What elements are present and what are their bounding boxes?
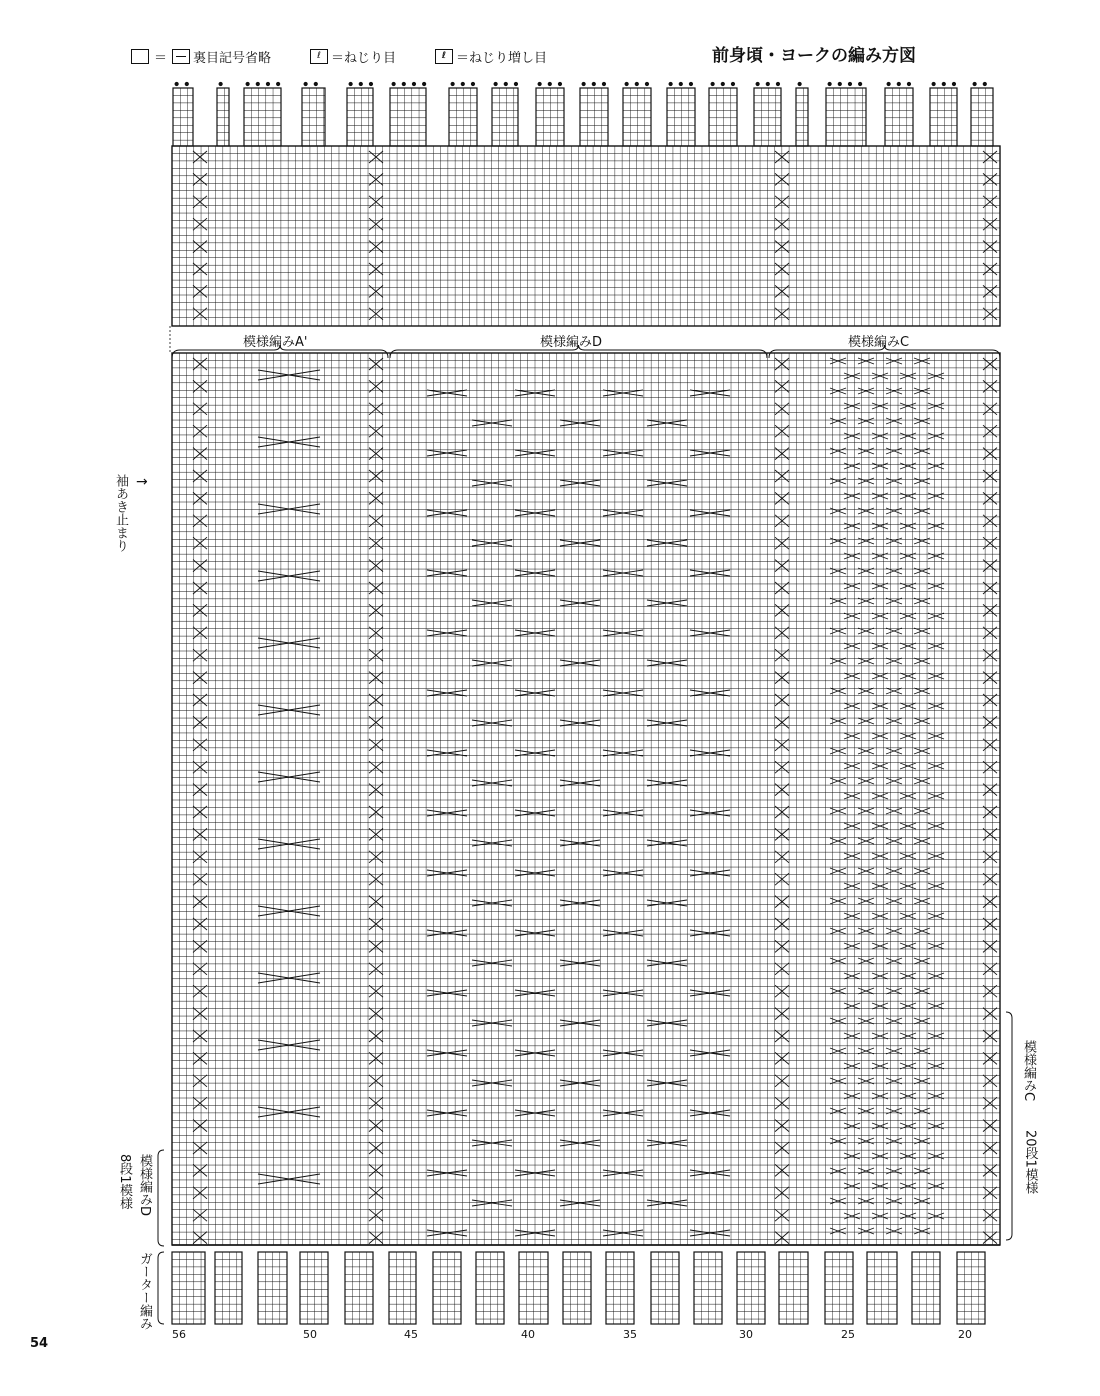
yoke-decrease-column [173,88,193,146]
bind-off-dot [679,82,683,86]
page-number: 54 [30,1336,49,1351]
bind-off-dot [349,82,353,86]
bind-off-dot [246,82,250,86]
bind-off-dot [942,82,946,86]
twisted-increase-icon: ℓ [435,49,453,64]
garter-column [172,1252,205,1324]
yoke-decrease-column [536,88,564,146]
bind-off-dot [471,82,475,86]
garter-bracket [158,1252,164,1324]
axis-number-56: 56 [172,1328,186,1341]
axis-number-50: 50 [303,1328,317,1341]
bind-off-dot [538,82,542,86]
garter-column [606,1252,634,1324]
bind-off-dot [266,82,270,86]
yoke-decrease-column [623,88,651,146]
bind-off-dot [983,82,987,86]
bind-off-dot [907,82,911,86]
yoke-decrease-column [217,88,229,146]
yoke-decrease-column [667,88,695,146]
bind-off-dot [645,82,649,86]
bind-off-dot [461,82,465,86]
bind-off-dot [494,82,498,86]
bind-off-dot [828,82,832,86]
bind-off-dot [304,82,308,86]
garter-column [912,1252,940,1324]
bind-off-dot [451,82,455,86]
bind-off-dot [848,82,852,86]
yoke-decrease-column [826,88,866,146]
bind-off-dot [731,82,735,86]
axis-number-30: 30 [739,1328,753,1341]
legend-purl-text: 裏目記号省略 [193,50,272,66]
bind-off-dot [689,82,693,86]
garter-column [389,1252,416,1324]
legend-purl-omitted: ＝ 裏目記号省略 [128,47,271,66]
sleeve-arrow-icon: → [136,474,148,490]
pattern-d-bracket [158,1150,164,1246]
yoke-decrease-column [244,88,281,146]
bind-off-dot [973,82,977,86]
twisted-stitch-icon: ℓ [310,49,328,64]
bind-off-dot [858,82,862,86]
yoke-decrease-column [754,88,781,146]
bind-off-dot [669,82,673,86]
bind-off-dot [582,82,586,86]
bind-off-dot [625,82,629,86]
yoke-decrease-column [580,88,608,146]
axis-number-20: 20 [958,1328,972,1341]
yoke-decrease-column [492,88,518,146]
bind-off-dot [392,82,396,86]
bind-off-dot [766,82,770,86]
section-label-a: 模様編みA' [243,335,308,350]
yoke-decrease-column [347,88,373,146]
garter-label: ガーター編み [137,1252,152,1330]
bind-off-dot [412,82,416,86]
garter-column [345,1252,373,1324]
yoke-decrease-column [302,88,325,146]
section-label-d: 模様編みD [540,335,603,350]
bind-off-dot [185,82,189,86]
bind-off-dot [175,82,179,86]
garter-column [651,1252,679,1324]
bind-off-dot [402,82,406,86]
pattern-c-bracket [1006,1012,1012,1240]
chart-title: 前身頃・ヨークの編み方図 [712,46,916,66]
bind-off-dot [756,82,760,86]
yoke-decrease-column [709,88,737,146]
legend-twisted-text: ＝ねじり目 [331,50,397,66]
garter-column [825,1252,853,1324]
yoke-decrease-column [390,88,426,146]
bind-off-dot [314,82,318,86]
bind-off-dot [932,82,936,86]
pattern-c-repeat-label [1020,1130,1040,1198]
axis-number-45: 45 [404,1328,418,1341]
bind-off-dot [952,82,956,86]
bind-off-dot [776,82,780,86]
yoke-decrease-column [796,88,808,146]
pattern-c-name-label: 模様編みC [1021,1040,1036,1102]
bind-off-dot [711,82,715,86]
bind-off-dot [422,82,426,86]
sleeve-opening-label: 袖あき止まり [113,474,128,552]
garter-column [300,1252,328,1324]
bind-off-dot [798,82,802,86]
garter-column [433,1252,461,1324]
bind-off-dot [838,82,842,86]
bind-off-dot [721,82,725,86]
pattern-c-repeat-text: 20段1模様 [1022,1130,1038,1194]
garter-column [957,1252,985,1324]
bind-off-dot [504,82,508,86]
garter-column [694,1252,722,1324]
yoke-decrease-column [971,88,993,146]
yoke-decrease-column [449,88,477,146]
section-label-c: 模様編みC [848,335,910,350]
pattern-d-repeat-label: 8段1模様 [117,1154,132,1210]
bind-off-dot [897,82,901,86]
bind-off-dot [369,82,373,86]
bind-off-dot [359,82,363,86]
bind-off-dot [276,82,280,86]
pattern-d-name-label: 模様編みD [137,1154,152,1217]
garter-column [737,1252,765,1324]
bind-off-dot [256,82,260,86]
axis-number-25: 25 [841,1328,855,1341]
bind-off-dot [514,82,518,86]
bind-off-dot [219,82,223,86]
garter-column [563,1252,591,1324]
bind-off-dot [635,82,639,86]
bind-off-dot [602,82,606,86]
bind-off-dot [558,82,562,86]
bind-off-dot [548,82,552,86]
yoke-decrease-column [930,88,957,146]
bind-off-dot [887,82,891,86]
garter-column [476,1252,504,1324]
legend-twisted-increase-text: ＝ねじり増し目 [456,50,548,66]
yoke-decrease-column [885,88,913,146]
axis-number-35: 35 [623,1328,637,1341]
bind-off-dot [592,82,596,86]
garter-column [215,1252,242,1324]
garter-column [867,1252,897,1324]
axis-number-40: 40 [521,1328,535,1341]
